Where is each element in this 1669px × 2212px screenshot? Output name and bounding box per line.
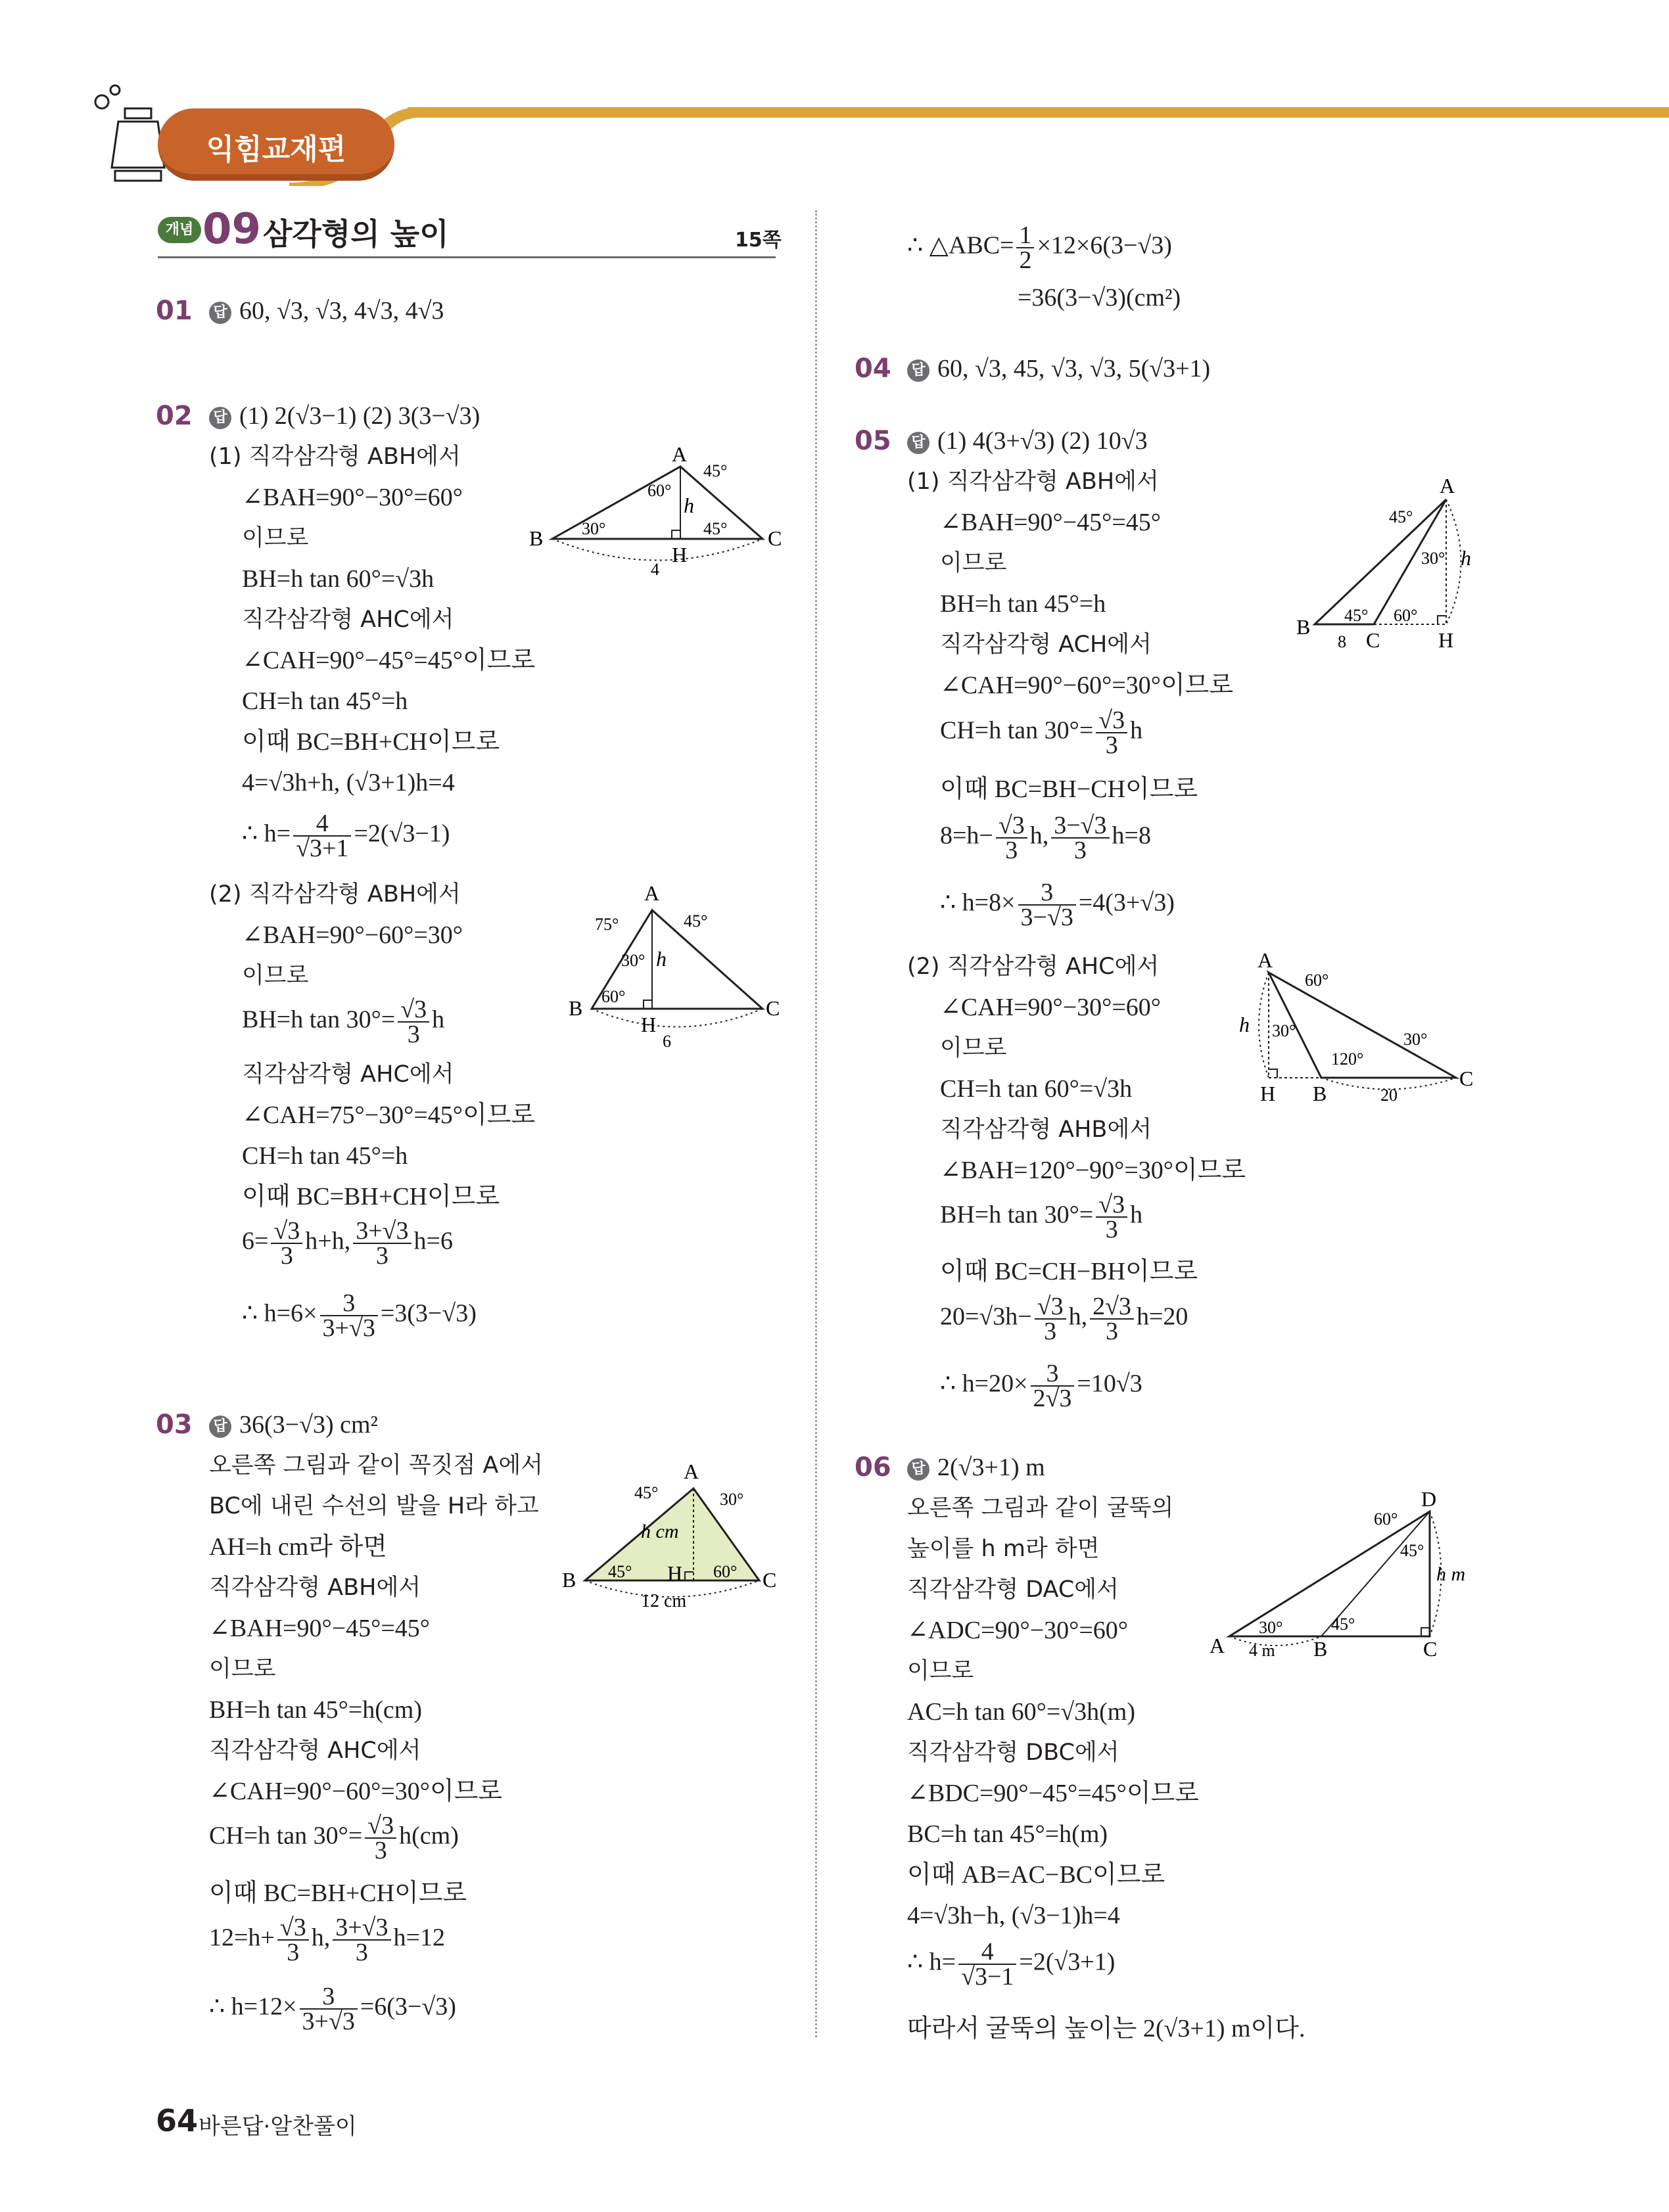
section-page-ref: 15쪽 (735, 229, 782, 252)
angle-label: 45° (703, 461, 728, 480)
p02-2-result: ∴ h=6× $\frac{3}{3+√3}$ =3(3−√3) (242, 1289, 477, 1342)
p02-1-line: CH=h tan 45°=h (242, 687, 408, 715)
angle-label: 30° (582, 519, 606, 538)
p05-1-line: CH=h tan 30°= $\frac{√3}{3}$ h (940, 706, 1143, 759)
p03-area: ∴ △ABC= $\frac{1}{2}$ ×12×6(3−√3) (907, 221, 1172, 274)
p02-2-line: 이므로 (242, 963, 309, 989)
vertex-A: A (684, 1460, 699, 1483)
angle-label: 75° (595, 915, 619, 934)
p05-1-line: 이때 BC=BH−CH이므로 (940, 775, 1198, 803)
problem-number-06: 06 (855, 1452, 891, 1483)
vertex-B: B (1313, 1637, 1328, 1661)
height-label: h (656, 947, 667, 971)
p02-2-line: 이때 BC=BH+CH이므로 (242, 1183, 500, 1210)
base-label: 12 cm (641, 1591, 687, 1611)
angle-label: 60° (1374, 1509, 1398, 1529)
vertex-B: B (1296, 615, 1311, 639)
answer-mark: 답 (907, 1458, 929, 1481)
figure-05-2 (1239, 946, 1482, 1111)
p02-2-line: ∠BAH=90°−60°=30° (242, 921, 463, 949)
vertex-A: A (644, 881, 660, 905)
p05-2-line: ∠BAH=120°−90°=30°이므로 (940, 1157, 1246, 1184)
p05-2-result: ∴ h=20× $\frac{3}{2√3}$ =10√3 (940, 1360, 1142, 1412)
p06-line: BC=h tan 45°=h(m) (907, 1820, 1108, 1848)
p03-line: 12=h+ $\frac{√3}{3}$ h, $\frac{3+√3}{3}$ h=12 (209, 1914, 445, 1966)
vertex-B: B (569, 996, 583, 1020)
angle-label: 60° (713, 1562, 738, 1581)
vertex-C: C (766, 996, 780, 1020)
vertex-D: D (1421, 1492, 1437, 1511)
p02-1-line: ∠CAH=90°−45°=45°이므로 (242, 647, 536, 674)
p03-result: ∴ h=12× $\frac{3}{3+√3}$ =6(3−√3) (209, 1983, 456, 2035)
p02-2-line: 직각삼각형 AHC에서 (242, 1061, 454, 1088)
problem-number-01: 01 (156, 296, 193, 326)
p02-2-line: BH=h tan 30°= $\frac{√3}{3}$ h (242, 996, 445, 1048)
answer-04: 답 60, √3, 45, √3, √3, 5(√3+1) (907, 354, 1210, 384)
p05-2-line: 직각삼각형 AHB에서 (940, 1117, 1152, 1143)
column-divider (815, 210, 817, 2037)
angle-label: 60° (601, 987, 626, 1006)
vertex-A: A (1440, 474, 1455, 497)
p02-1-line: BH=h tan 60°=√3h (242, 565, 435, 593)
p02-1-result: ∴ h= $\frac{4}{√3+1}$ =2(√3−1) (242, 810, 450, 862)
vertex-B: B (1313, 1082, 1327, 1105)
vertex-B: B (529, 526, 544, 550)
p03-line: 이때 BC=BH+CH이므로 (209, 1879, 467, 1907)
vertex-H: H (641, 1013, 657, 1036)
angle-label: 30° (1403, 1030, 1428, 1049)
p06-line: 직각삼각형 DBC에서 (907, 1740, 1119, 1766)
header-badge (158, 108, 394, 181)
figure-02-2 (565, 877, 789, 1055)
vertex-A: A (1258, 948, 1273, 972)
vertex-C: C (763, 1568, 777, 1592)
angle-label: 45° (684, 911, 708, 931)
p02-1-line: ∠BAH=90°−30°=60° (242, 484, 463, 511)
header-bar (408, 107, 1669, 118)
answer-mark: 답 (209, 407, 231, 429)
angle-label: 30° (1421, 549, 1446, 568)
base-label: 8 (1338, 632, 1346, 651)
angle-label: 30° (1259, 1618, 1283, 1637)
p05-1-line: 이므로 (940, 550, 1007, 576)
p06-result: ∴ h= $\frac{4}{√3-1}$ =2(√3+1) (907, 1938, 1116, 1991)
vertex-B: B (562, 1568, 576, 1592)
section-rule (158, 256, 776, 258)
angle-label: 60° (1394, 606, 1418, 625)
angle-label: 45° (608, 1562, 632, 1581)
p05-2-line: ∠CAH=90°−30°=60° (940, 994, 1161, 1021)
p05-1-line: 직각삼각형 ACH에서 (940, 632, 1152, 658)
angle-label: 120° (1331, 1049, 1364, 1069)
base-label: 20 (1380, 1086, 1398, 1105)
answer-03: 답 36(3−√3) cm² (209, 1410, 378, 1440)
vertex-C: C (1366, 628, 1380, 652)
height-label: h cm (641, 1521, 679, 1542)
answer-mark: 답 (907, 432, 929, 454)
page-number: 64 (156, 2103, 199, 2138)
p02-1-line: 이므로 (242, 525, 309, 551)
p06-line: 높이를 h m라 하면 (907, 1536, 1100, 1562)
p05-2-line: 이때 BC=CH−BH이므로 (940, 1258, 1198, 1285)
p03-line: 직각삼각형 AHC에서 (209, 1738, 421, 1764)
answer-02: 답 (1) 2(√3−1) (2) 3(3−√3) (209, 401, 480, 431)
p02-2-line: ∠CAH=75°−30°=45°이므로 (242, 1101, 536, 1129)
p03-area-result: =36(3−√3)(cm²) (1018, 284, 1181, 311)
p02-2-line: CH=h tan 45°=h (242, 1142, 408, 1170)
p06-line: 이때 AB=AC−BC이므로 (907, 1861, 1165, 1889)
vertex-C: C (1423, 1637, 1438, 1661)
p03-line: BH=h tan 45°=h(cm) (209, 1696, 423, 1724)
p02-2-line: (2) 직각삼각형 ABH에서 (209, 881, 461, 908)
height-label: h (1461, 546, 1471, 570)
p03-line: CH=h tan 30°= $\frac{√3}{3}$ h(cm) (209, 1812, 459, 1864)
problem-number-04: 04 (855, 354, 891, 384)
answer-mark: 답 (209, 1416, 231, 1438)
vertex-H: H (1438, 628, 1454, 652)
p05-1-line: ∠CAH=90°−60°=30°이므로 (940, 672, 1234, 699)
angle-label: 45° (1389, 507, 1413, 526)
p02-1-line: 4=√3h+h, (√3+1)h=4 (242, 769, 455, 796)
figure-06 (1210, 1492, 1486, 1669)
fraction: $\frac{4}{√3+1}$ (293, 812, 351, 860)
answer-06: 답 2(√3+1) m (907, 1452, 1045, 1483)
p06-line: 4=√3h−h, (√3−1)h=4 (907, 1902, 1120, 1929)
vertex-C: C (768, 526, 782, 550)
p05-2-line: (2) 직각삼각형 AHC에서 (907, 954, 1160, 980)
p03-line: ∠BAH=90°−45°=45° (209, 1615, 430, 1642)
base-label: 4 m (1249, 1641, 1275, 1660)
p02-2-line: 6= $\frac{√3}{3}$ h+h, $\frac{3+√3}{3}$ h=6 (242, 1217, 453, 1270)
p06-line: 이므로 (907, 1658, 974, 1684)
p03-line: AH=h cm라 하면 (209, 1533, 387, 1561)
p06-line: ∠ADC=90°−30°=60° (907, 1617, 1128, 1644)
p06-line: 오른쪽 그림과 같이 굴뚝의 (907, 1495, 1174, 1521)
p06-line: AC=h tan 60°=√3h(m) (907, 1698, 1135, 1726)
angle-label: 45° (634, 1483, 659, 1502)
p05-2-line: BH=h tan 30°= $\frac{√3}{3}$ h (940, 1191, 1143, 1243)
p03-line: 직각삼각형 ABH에서 (209, 1575, 421, 1601)
answer-mark: 답 (907, 359, 929, 382)
p02-1-line: 직각삼각형 AHC에서 (242, 607, 454, 633)
p06-line: ∠BDC=90°−45°=45°이므로 (907, 1780, 1199, 1807)
p03-line: 이므로 (209, 1656, 276, 1682)
p05-1-line: BH=h tan 45°=h (940, 590, 1106, 618)
p02-1-line: 이때 BC=BH+CH이므로 (242, 728, 500, 756)
vertex-A: A (1210, 1634, 1225, 1657)
angle-label: 60° (1305, 971, 1329, 990)
section-number: 09 (202, 205, 262, 254)
angle-label: 60° (647, 481, 672, 500)
header-badge-text: 익힘교재편 (206, 133, 346, 166)
section-title: 삼각형의 높이 (263, 216, 449, 252)
p06-line: 직각삼각형 DAC에서 (907, 1577, 1119, 1603)
section-tag: 개념 (158, 217, 201, 243)
angle-label: 45° (1344, 606, 1369, 625)
vertex-H: H (1260, 1082, 1276, 1105)
answer-01: 답 60, √3, √3, 4√3, 4√3 (209, 296, 444, 326)
angle-label: 30° (720, 1490, 744, 1509)
angle-label: 45° (1331, 1615, 1355, 1634)
p05-2-line: CH=h tan 60°=√3h (940, 1075, 1133, 1103)
lantern-icon (89, 82, 168, 187)
p05-1-line: ∠BAH=90°−45°=45° (940, 509, 1161, 536)
p05-1-line: 8=h− $\frac{√3}{3}$ h, $\frac{3-√3}{3}$ h=8 (940, 812, 1151, 864)
figure-02-1 (526, 440, 789, 591)
p03-line: 오른쪽 그림과 같이 꼭짓점 A에서 (209, 1452, 543, 1479)
base-label: 4 (651, 560, 659, 579)
figure-03 (559, 1449, 789, 1620)
p05-1-result: ∴ h=8× $\frac{3}{3-√3}$ =4(3+√3) (940, 879, 1175, 931)
angle-label: 45° (703, 519, 728, 538)
vertex-A: A (672, 442, 688, 466)
p03-line: ∠CAH=90°−60°=30°이므로 (209, 1778, 503, 1805)
angle-label: 30° (1272, 1021, 1296, 1040)
p05-2-line: 20=√3h− $\frac{√3}{3}$ h, $\frac{2√3}{3}$ h=20 (940, 1293, 1188, 1345)
problem-number-02: 02 (156, 401, 193, 431)
p03-line: BC에 내린 수선의 발을 H라 하고 (209, 1493, 539, 1519)
answer-mark: 답 (209, 302, 231, 324)
p05-2-line: 이므로 (940, 1035, 1007, 1061)
vertex-H: H (672, 543, 688, 566)
height-label: h m (1436, 1563, 1466, 1585)
angle-label: 45° (1400, 1541, 1424, 1560)
problem-number-03: 03 (156, 1410, 193, 1440)
height-label: h (1239, 1013, 1250, 1036)
figure-05-1 (1295, 473, 1492, 664)
vertex-H: H (667, 1561, 683, 1585)
height-label: h (684, 494, 694, 517)
problem-number-05: 05 (855, 426, 891, 456)
angle-label: 30° (621, 951, 646, 970)
footer-text: 바른답·알찬풀이 (199, 2113, 357, 2140)
vertex-C: C (1459, 1067, 1474, 1090)
answer-05: 답 (1) 4(3+√3) (2) 10√3 (907, 426, 1148, 456)
p05-1-line: (1) 직각삼각형 ABH에서 (907, 469, 1159, 495)
base-label: 6 (663, 1032, 671, 1051)
p02-1-line: (1) 직각삼각형 ABH에서 (209, 444, 461, 470)
p06-line: 따라서 굴뚝의 높이는 2(√3+1) m이다. (907, 2015, 1305, 2042)
